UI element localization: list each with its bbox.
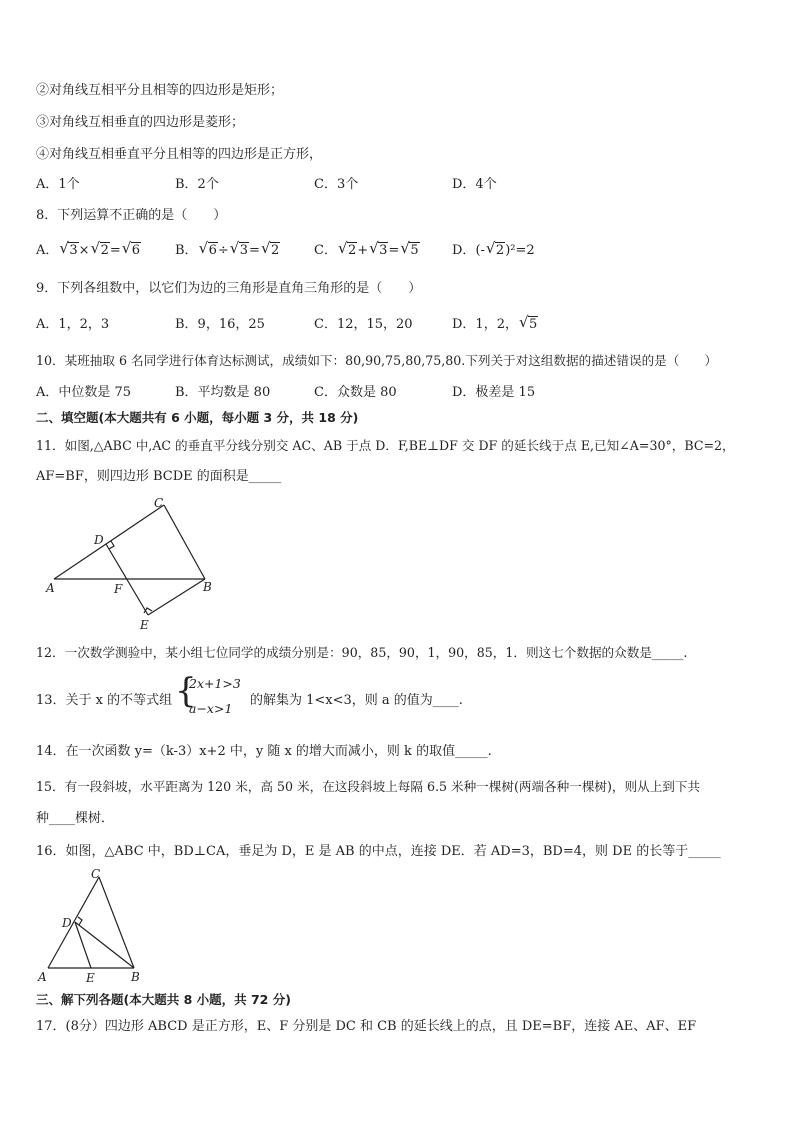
q11-line-1: 11．如图,△ABC 中,AC 的垂直平分线分别交 AC、AB 于点 D．F,BE⊥DF 交 DF 的延长线于点 E,已知∠A=30°，BC=2，	[36, 438, 735, 453]
q13-inequality-2: a−x>1	[189, 701, 233, 716]
q16-label-a: A	[38, 970, 47, 984]
q13-post: 的解集为 1<x<3，则 a 的值为____.	[250, 693, 463, 708]
q11-line-2: AF=BF，则四边形 BCDE 的面积是_____	[36, 469, 282, 484]
q10-option-c: C．众数是 80	[314, 385, 397, 400]
q9-option-b: B．9，16，25	[175, 317, 265, 332]
q11-label-a: A	[46, 581, 55, 595]
q16-label-e: E	[86, 971, 95, 985]
q15-line-1: 15．有一段斜坡，水平距离为 120 米，高 50 米，在这段斜坡上每隔 6.5 米种一棵树(两端各种一棵树)，则从上到下共	[36, 779, 701, 794]
q14: 14．在一次函数 y=（k-3）x+2 中，y 随 x 的增大而减小，则 k 的取值_____.	[36, 744, 492, 759]
q16-line: 16．如图，△ABC 中，BD⊥CA，垂足为 D，E 是 AB 的中点，连接 DE．若 AD=3，BD=4，则 DE 的长等于_____	[36, 844, 721, 859]
statement-3: ③对角线互相垂直的四边形是菱形；	[36, 115, 245, 130]
q7-option-a: A．1个	[36, 177, 80, 192]
q7-option-d: D．4个	[452, 177, 497, 192]
q7-option-b: B．2个	[175, 177, 219, 192]
q16-figure	[34, 864, 154, 989]
q10-option-d: D．极差是 15	[452, 385, 536, 400]
statement-4: ④对角线互相垂直平分且相等的四边形是正方形，	[36, 147, 323, 162]
q13-inequality-1: 2x+1>3	[189, 676, 241, 691]
q9-stem: 9．下列各组数中，以它们为边的三角形是直角三角形的是（ ）	[36, 281, 422, 296]
q10-option-b: B．平均数是 80	[175, 385, 271, 400]
statement-2: ②对角线互相平分且相等的四边形是矩形；	[36, 83, 284, 98]
q8-option-b: B． √ 6÷ √ 3= √ 2	[175, 239, 280, 258]
q16-label-d: D	[62, 916, 72, 930]
q11-label-f: F	[114, 582, 123, 596]
q9-option-a: A．1，2，3	[36, 317, 110, 332]
q8-option-a: A． √ 3× √ 2= √ 6	[36, 239, 141, 258]
q11-figure	[40, 494, 230, 634]
q13-brace: {	[175, 671, 197, 711]
q17: 17．(8分）四边形 ABCD 是正方形，E、F 分别是 DC 和 CB 的延长线上的点，且 DE=BF，连接 AE、AF、EF	[36, 1019, 697, 1034]
q9-option-c: C．12，15，20	[314, 317, 413, 332]
q15-line-2: 种____棵树．	[36, 811, 115, 826]
section-3-heading: 三、解下列各题(本大题共 8 小题，共 72 分)	[36, 992, 291, 1007]
q11-label-d: D	[94, 533, 104, 547]
q10-option-a: A．中位数是 75	[36, 385, 132, 400]
q9-option-d: D．1，2， √ 5	[452, 313, 538, 332]
q8-option-c: C． √ 2+ √ 3= √ 5	[314, 239, 419, 258]
q8-stem: 8．下列运算不正确的是（ ）	[36, 208, 227, 223]
q8-option-d: D．(- √ 2)²=2	[452, 239, 535, 258]
q13-pre: 13．关于 x 的不等式组	[36, 693, 173, 708]
q11-label-b: B	[203, 580, 212, 594]
q11-label-e: E	[140, 618, 149, 632]
section-2-heading: 二、填空题(本大题共有 6 小题，每小题 3 分，共 18 分)	[36, 410, 359, 425]
q10-stem: 10．某班抽取 6 名同学进行体育达标测试，成绩如下：80,90,75,80,75,80.下列关于对这组数据的描述错误的是（ ）	[36, 353, 718, 368]
q7-option-c: C．3个	[314, 177, 359, 192]
q11-label-c: C	[154, 496, 164, 510]
q12: 12．一次数学测验中，某小组七位同学的成绩分别是：90，85，90，1，90，85，1．则这七个数据的众数是_____.	[36, 645, 688, 660]
q16-label-c: C	[91, 867, 101, 881]
q16-label-b: B	[131, 970, 140, 984]
